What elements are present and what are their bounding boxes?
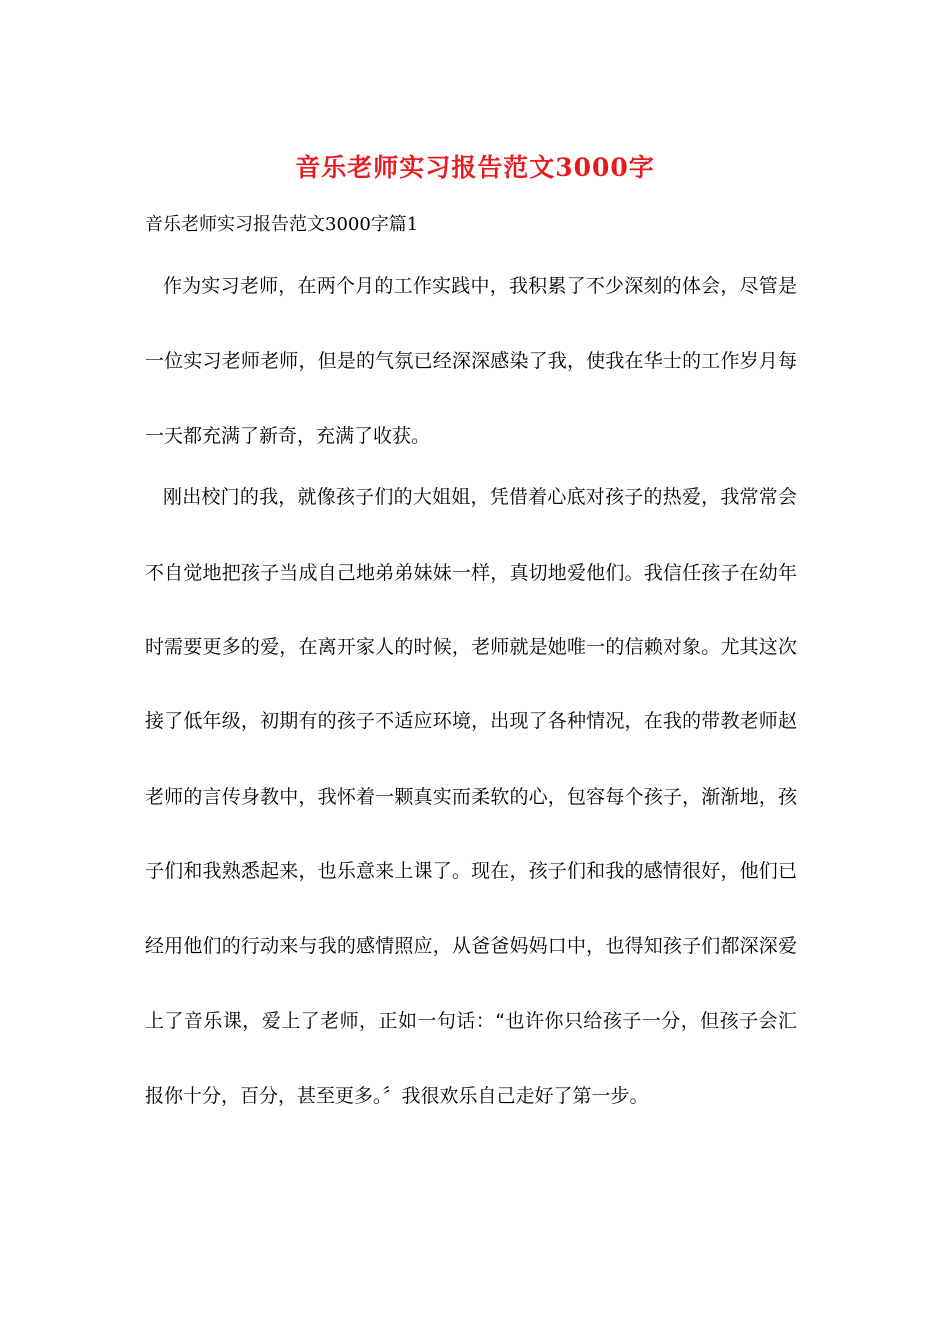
paragraph-line: 报你十分，百分，甚至更多。〞我很欢乐自己走好了第一步。: [145, 1085, 649, 1107]
paragraph-line: 作为实习老师，在两个月的工作实践中，我积累了不少深刻的体会，尽管是: [163, 275, 797, 297]
paragraph-line: 刚出校门的我，就像孩子们的大姐姐，凭借着心底对孩子的热爱，我常常会: [163, 486, 797, 508]
paragraph-line: 一位实习老师老师，但是的气氛已经深深感染了我，使我在华士的工作岁月每: [145, 350, 797, 372]
paragraph-line: 经用他们的行动来与我的感情照应，从爸爸妈妈口中，也得知孩子们都深深爱: [145, 935, 797, 957]
paragraph-line: 子们和我熟悉起来，也乐意来上课了。现在，孩子们和我的感情很好，他们已: [145, 860, 797, 882]
document-title: 音乐老师实习报告范文3000字: [295, 153, 655, 182]
section-heading: 音乐老师实习报告范文3000字篇1: [145, 214, 419, 235]
paragraph-line: 时需要更多的爱，在离开家人的时候，老师就是她唯一的信赖对象。尤其这次: [145, 636, 797, 658]
paragraph-line: 接了低年级，初期有的孩子不适应环境，出现了各种情况，在我的带教老师赵: [145, 710, 797, 732]
paragraph-line: 不自觉地把孩子当成自己地弟弟妹妹一样，真切地爱他们。我信任孩子在幼年: [145, 562, 797, 584]
paragraph-line: 一天都充满了新奇，充满了收获。: [145, 425, 431, 447]
paragraph-line: 老师的言传身教中，我怀着一颗真实而柔软的心，包容每个孩子，渐渐地，孩: [145, 786, 797, 808]
paragraph-line: 上了音乐课，爱上了老师，正如一句话：“也许你只给孩子一分，但孩子会汇: [145, 1010, 797, 1032]
